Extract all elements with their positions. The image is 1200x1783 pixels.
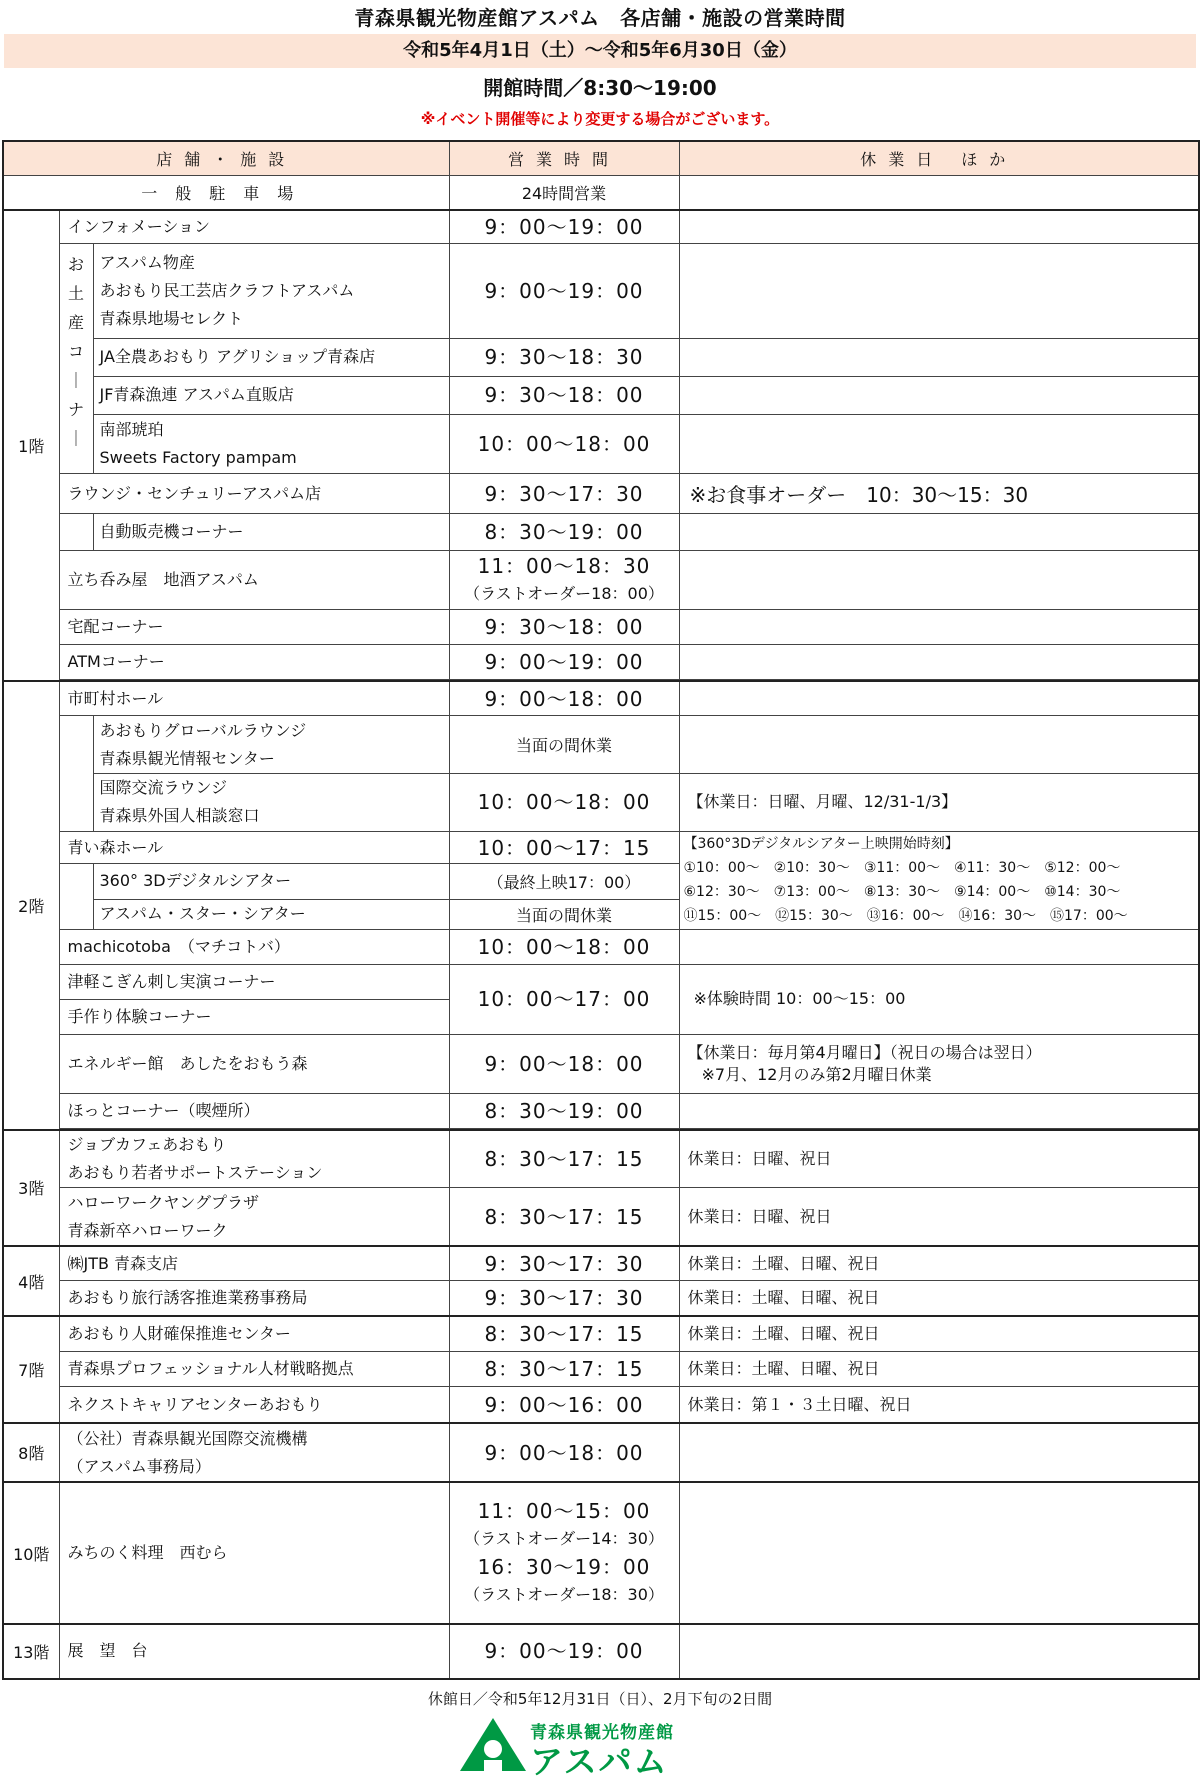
facility-name: 国際交流ラウンジ 青森県外国人相談窓口 [93,774,449,832]
facility-hours: 10：00～18：00 [449,415,679,474]
facility-name: 宅配コーナー [59,609,449,644]
page-title: 青森県観光物産館アスパム 各店舗・施設の営業時間 [354,6,846,30]
facility-name: アスパム・スター・シアター [93,899,449,929]
table-row [3,1624,1199,1679]
facility-name: JF青森漁連 アスパム直販店 [93,376,449,415]
facility-name: ほっとコーナー（喫煙所） [59,1094,449,1128]
facility-name: JA全農あおもり アグリショップ青森店 [93,339,449,376]
floor-label-10f: 10階 [3,1482,59,1624]
facility-note: 休業日：土曜、日曜、祝日 [679,1316,1199,1351]
facility-hours: 8：30～17：15 [449,1316,679,1351]
table-row [3,644,1199,679]
table-row [3,609,1199,644]
facility-name: あおもり旅行誘客推進業務事務局 [59,1281,449,1316]
floor-label-8f: 8階 [3,1423,59,1482]
floor-label-4f: 4階 [3,1246,59,1316]
facility-hours: 8：30～19：00 [449,1094,679,1128]
floor-label-1f: 1階 [3,210,59,682]
facility-name: 展 望 台 [59,1624,449,1679]
facility-hours: 9：30～18：00 [449,376,679,415]
facility-hours: 8：30～17：15 [449,1130,679,1188]
table-row [3,1035,1199,1094]
table-row [3,716,1199,774]
facility-hours: 9：30～17：30 [449,473,679,514]
facility-hours: 9：30～17：30 [449,1246,679,1280]
floor-label-3f: 3階 [3,1130,59,1247]
facility-note: 休業日：第１・３土日曜、祝日 [679,1387,1199,1423]
column-header-facility: 店舗・施設 [3,141,449,175]
table-row [3,964,1199,999]
facility-note: 休業日：日曜、祝日 [679,1130,1199,1188]
facility-note: 休業日：日曜、祝日 [679,1188,1199,1246]
facility-note: 休業日：土曜、日曜、祝日 [679,1351,1199,1386]
table-row [3,1188,1199,1246]
facility-name: 360° 3Dデジタルシアター [93,864,449,899]
table-row [3,681,1199,715]
table-row [3,1130,1199,1188]
facility-hours: 当面の間休業 [449,716,679,774]
table-row [3,339,1199,376]
facility-note: 休業日：土曜、日曜、祝日 [679,1246,1199,1280]
facility-name: ㈱JTB 青森支店 [59,1246,449,1280]
floor-label-13f: 13階 [3,1624,59,1679]
change-notice: ※イベント開催等により変更する場合がございます。 [420,110,780,128]
facility-name: ラウンジ・センチュリーアスパム店 [59,473,449,514]
facility-hours: 8：30～17：15 [449,1351,679,1386]
table-row [3,1316,1199,1351]
facility-hours: 9：00～18：00 [449,1423,679,1482]
facility-hours: 10：00～17：00 [449,964,679,1035]
facility-note: 休業日：土曜、日曜、祝日 [679,1281,1199,1316]
period-banner: 令和5年4月1日（土）～令和5年6月30日（金） [4,34,1196,68]
facility-hours: 8：30～17：15 [449,1188,679,1246]
facility-hours: 9：00～19：00 [449,1624,679,1679]
aspam-triangle-logo-icon [458,1716,528,1773]
table-row [3,1281,1199,1316]
facility-hours: 9：00～19：00 [449,210,679,243]
parking-name: 一般駐車場 [3,175,449,209]
facility-name: 青森県プロフェッショナル人材戦略拠点 [59,1351,449,1386]
facility-hours: 10：00～18：00 [449,774,679,832]
closed-days-note: 休館日／令和5年12月31日（日）、2月下旬の2日間 [427,1690,773,1708]
facility-hours: 9：30～17：30 [449,1281,679,1316]
facility-name: 青い森ホール [59,831,449,863]
facility-hours: 9：00～16：00 [449,1387,679,1423]
facility-hours: （最終上映17：00） [449,864,679,899]
facility-name: ネクストキャリアセンターあおもり [59,1387,449,1423]
theater-schedule-note: 【360°3Dデジタルシアター上映開始時刻】 ①10：00～ ②10：30～ ③11：00～ ④11：30～ ⑤12：00～ ⑥12：30～ ⑦13：00～ ⑧13：30～ ⑨14：00～ ⑩14：30～ ⑪15：00～ ⑫15：30～ ⑬16：00～ ⑭16：30～ ⑮17：00～ [679,831,1199,929]
aspam-logo [458,1716,708,1781]
facility-hours: 11：00～18：30 （ラストオーダー18：00） [449,550,679,609]
facility-hours: 9：30～18：30 [449,339,679,376]
parking-hours: 24時間営業 [449,175,679,209]
table-row [3,1423,1199,1482]
logo-text-line1: 青森県観光物産館 [530,1723,674,1743]
floor-label-7f: 7階 [3,1316,59,1423]
column-header-holidays: 休業日 ほか [679,141,1199,175]
facility-name: エネルギー館 あしたをおもう森 [59,1035,449,1094]
facility-name: あおもりグローバルラウンジ 青森県観光情報センター [93,716,449,774]
facility-note: ※体験時間 10：00～15：00 [679,964,1199,1035]
table-row [3,1094,1199,1128]
facility-name: ATMコーナー [59,644,449,679]
table-row [3,473,1199,514]
table-row [3,930,1199,964]
facility-hours: 10：00～17：15 [449,831,679,863]
column-header-hours: 営業時間 [449,141,679,175]
logo-text-line2: アスパム [530,1742,669,1781]
facility-hours: 9：00～19：00 [449,243,679,338]
facility-name: 津軽こぎん刺し実演コーナー [59,964,449,999]
facility-hours: 9：30～18：00 [449,609,679,644]
facility-name: ジョブカフェあおもり あおもり若者サポートステーション [59,1130,449,1188]
table-row [3,243,1199,338]
table-row [3,514,1199,550]
table-row [3,175,1199,209]
facility-hours: 8：30～19：00 [449,514,679,550]
table-row [3,831,1199,863]
facility-hours: 9：00～18：00 [449,1035,679,1094]
table-row [3,415,1199,474]
facility-note: 【休業日：日曜、月曜、12/31-1/3】 [679,774,1199,832]
facility-name: 南部琥珀 Sweets Factory pampam [93,415,449,474]
facility-name: 立ち呑み屋 地酒アスパム [59,550,449,609]
table-row [3,376,1199,415]
facility-hours: 当面の間休業 [449,899,679,929]
facility-name: あおもり人財確保推進センター [59,1316,449,1351]
table-row [3,774,1199,832]
opening-hours: 開館時間／8:30～19:00 [483,76,717,100]
facility-hours: 11：00～15：00 （ラストオーダー14：30） 16：30～19：00 （ラストオーダー18：30） [449,1482,679,1624]
table-row [3,1351,1199,1386]
facility-hours: 9：00～19：00 [449,644,679,679]
facility-name: みちのく料理 西むら [59,1482,449,1624]
facility-name: アスパム物産 あおもり民工芸店クラフトアスパム 青森県地場セレクト [93,243,449,338]
floor-label-2f: 2階 [3,681,59,1129]
facility-note: ※お食事オーダー 10：30～15：30 [679,473,1199,514]
facility-hours: 10：00～18：00 [449,930,679,964]
facility-name: インフォメーション [59,210,449,243]
facility-hours: 9：00～18：00 [449,681,679,715]
table-row [3,550,1199,609]
schedule-table [2,140,1200,1680]
facility-name: machicotoba （マチコトバ） [59,930,449,964]
facility-note: 【休業日：毎月第4月曜日】（祝日の場合は翌日） ※7月、12月のみ第2月曜日休業 [679,1035,1199,1094]
souvenir-corner-label: お 土 産 コ ｜ ナ ｜ [59,243,93,473]
table-row [3,1387,1199,1423]
facility-name: 手作り体験コーナー [59,999,449,1034]
table-row [3,210,1199,243]
facility-name: 自動販売機コーナー [93,514,449,550]
facility-name: （公社）青森県観光国際交流機構 （アスパム事務局） [59,1423,449,1482]
table-row [3,1246,1199,1280]
table-header-row [3,141,1199,175]
table-row [3,1482,1199,1624]
facility-name: 市町村ホール [59,681,449,715]
facility-name: ハローワークヤングプラザ 青森新卒ハローワーク [59,1188,449,1246]
